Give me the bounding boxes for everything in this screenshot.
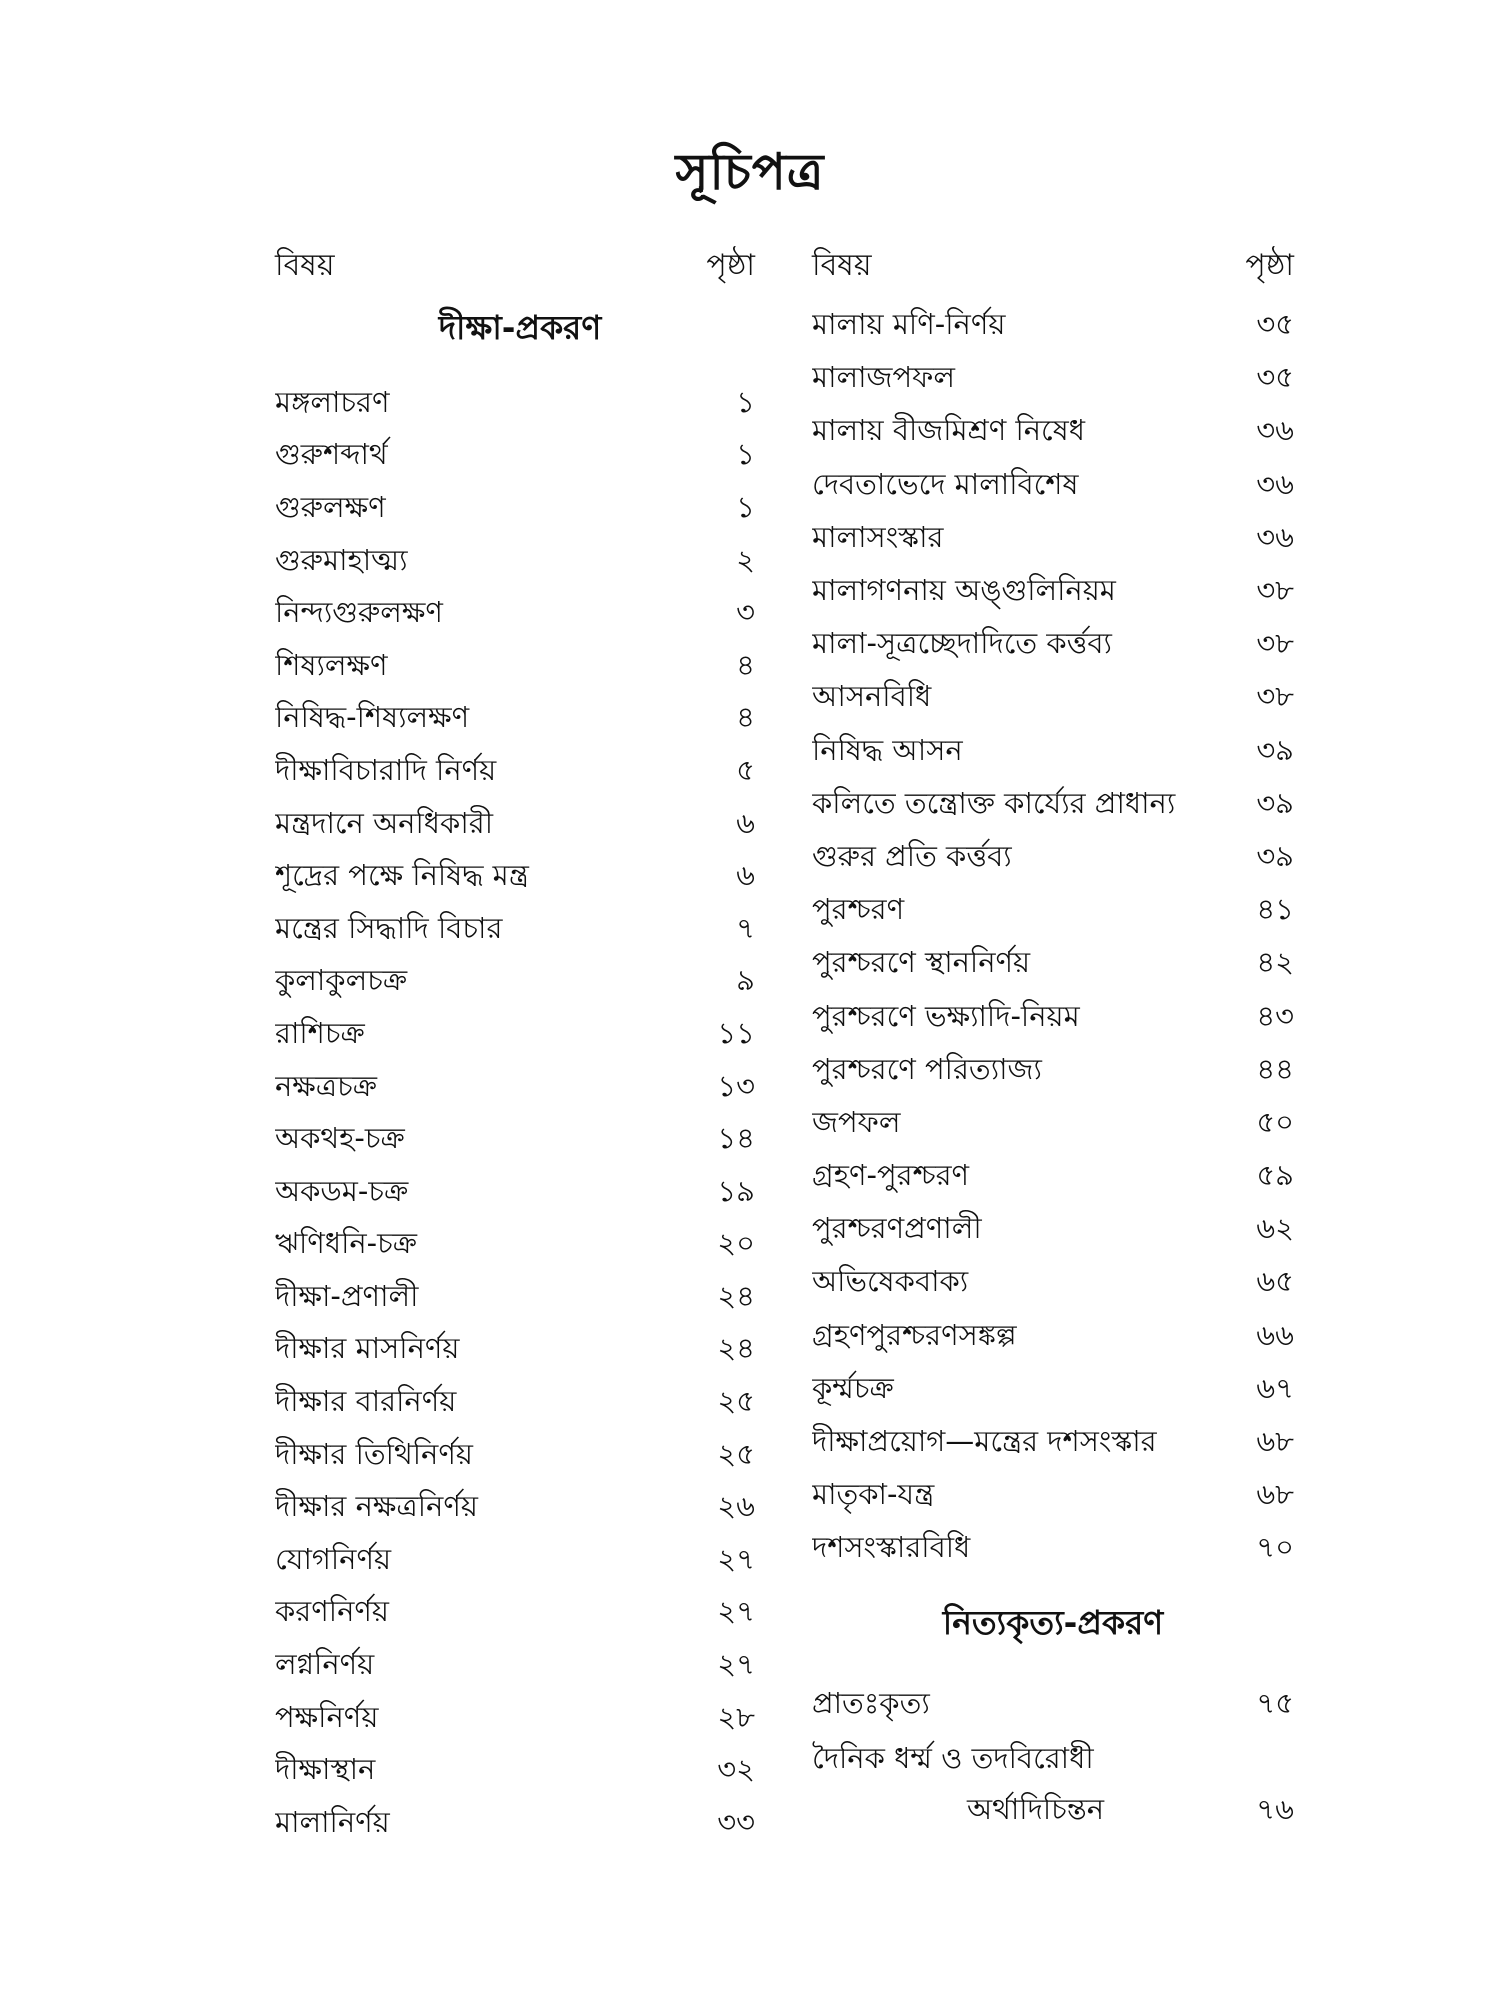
toc-entry[interactable]: [812, 1732, 1294, 1838]
entry-title: দীক্ষার নক্ষত্রনির্ণয়: [275, 1489, 478, 1524]
entry-page-number: ৬৭: [1256, 1370, 1294, 1405]
toc-right-column: [812, 240, 1294, 1838]
toc-entry[interactable]: [275, 1693, 755, 1746]
toc-entry[interactable]: [275, 1009, 755, 1062]
entry-title: অকডম-চক্র: [275, 1173, 409, 1208]
toc-entry[interactable]: [812, 1417, 1294, 1470]
entry-page-number: ১১: [717, 1015, 755, 1050]
entry-title: মালানির্ণয়: [275, 1804, 390, 1839]
entry-page-number: ৩৫: [1256, 307, 1294, 342]
toc-entry[interactable]: [275, 1482, 755, 1535]
entry-title: মন্ত্রদানে অনধিকারী: [275, 805, 493, 840]
toc-entry[interactable]: [275, 1535, 755, 1588]
entry-page-number: ৩২: [717, 1752, 755, 1787]
toc-entry[interactable]: [812, 1679, 1294, 1732]
entry-page-number: ৫০: [1256, 1104, 1294, 1139]
entry-page-number: ৩৮: [1256, 679, 1294, 714]
entry-page-number: ৫: [736, 752, 755, 787]
entry-title: নক্ষত্রচক্র: [275, 1068, 378, 1103]
entry-page-number: ৩৬: [1256, 413, 1294, 448]
entry-title: রাশিচক্র: [275, 1015, 365, 1050]
left-entry-list: [275, 378, 755, 1851]
page-header: পৃষ্ঠা: [1245, 247, 1294, 283]
entry-title-continued: অর্থাদিচিন্তন: [967, 1791, 1105, 1826]
right-entry-list-2: [812, 1679, 1294, 1732]
entry-page-number: ২: [736, 542, 755, 577]
entry-title: করণনির্ণয়: [275, 1594, 390, 1629]
entry-title: মালাজপফল: [812, 360, 955, 395]
toc-entry[interactable]: [275, 1325, 755, 1378]
toc-entry[interactable]: [275, 1640, 755, 1693]
entry-title: দীক্ষাবিচারাদি নির্ণয়: [275, 752, 497, 787]
entry-title: মালাগণনায় অঙ্গুলিনিয়ম: [812, 573, 1116, 608]
entry-page-number: ৪২: [1256, 945, 1294, 980]
entry-title: মালায় মণি-নির্ণয়: [812, 307, 1006, 342]
toc-entry[interactable]: [275, 1114, 755, 1167]
toc-entry[interactable]: [812, 406, 1294, 459]
entry-title: লগ্ননির্ণয়: [275, 1647, 375, 1682]
toc-entry[interactable]: [275, 1745, 755, 1798]
toc-entry[interactable]: [812, 300, 1294, 353]
entry-page-number: ২৫: [717, 1384, 755, 1419]
toc-entry[interactable]: [275, 1062, 755, 1115]
entry-title: পুরশ্চরণপ্রণালী: [812, 1211, 982, 1246]
entry-title: কুলাকুলচক্র: [275, 963, 408, 998]
toc-entry[interactable]: [812, 460, 1294, 513]
entry-title: দীক্ষার মাসনির্ণয়: [275, 1331, 460, 1366]
toc-entry[interactable]: [812, 832, 1294, 885]
toc-entry[interactable]: [812, 1098, 1294, 1151]
toc-left-column: [275, 240, 755, 1851]
toc-entry[interactable]: [812, 779, 1294, 832]
entry-page-number: ৬৫: [1256, 1264, 1294, 1299]
entry-title: দেবতাভেদে মালাবিশেষ: [812, 466, 1079, 501]
entry-page-number: ২৭: [717, 1541, 755, 1576]
toc-entry[interactable]: [275, 536, 755, 589]
entry-page-number: ১: [736, 384, 755, 419]
toc-entry[interactable]: [812, 1204, 1294, 1257]
entry-page-number: ১: [736, 437, 755, 472]
entry-page-number: ৪১: [1256, 892, 1294, 927]
entry-page-number: ৭০: [1256, 1530, 1294, 1565]
toc-entry[interactable]: [812, 566, 1294, 619]
page-header: পৃষ্ঠা: [706, 247, 755, 283]
entry-title: দীক্ষা-প্রণালী: [275, 1278, 419, 1313]
entry-page-number: ৩৬: [1256, 466, 1294, 501]
toc-entry[interactable]: [812, 1151, 1294, 1204]
toc-entry[interactable]: [812, 1257, 1294, 1310]
entry-title: দীক্ষার তিথিনির্ণয়: [275, 1436, 473, 1471]
entry-page-number: ৯: [736, 963, 755, 998]
entry-title: মালা-সূত্রচ্ছেদাদিতে কর্ত্তব্য: [812, 626, 1112, 661]
entry-page-number: ৪: [736, 647, 755, 682]
entry-title: গুরুশব্দার্থ: [275, 437, 388, 472]
entry-page-number: ৪: [736, 700, 755, 735]
toc-entry[interactable]: [275, 1430, 755, 1483]
toc-entry[interactable]: [275, 694, 755, 747]
entry-page-number: ৬২: [1256, 1211, 1294, 1246]
toc-entry[interactable]: [275, 799, 755, 852]
section-heading-diksha: দীক্ষা-প্রকরণ: [438, 308, 602, 347]
entry-title: নিন্দ্যগুরুলক্ষণ: [275, 595, 443, 630]
entry-title: পক্ষনির্ণয়: [275, 1699, 379, 1734]
entry-page-number: ৩৮: [1256, 626, 1294, 661]
toc-entry[interactable]: [275, 851, 755, 904]
toc-entry[interactable]: [812, 619, 1294, 672]
entry-title: মাতৃকা-যন্ত্র: [812, 1477, 935, 1512]
right-entry-list: [812, 300, 1294, 1577]
toc-entry[interactable]: [812, 1045, 1294, 1098]
entry-title: নিষিদ্ধ-শিষ্যলক্ষণ: [275, 700, 470, 735]
entry-title: গুরুর প্রতি কর্ত্তব্য: [812, 838, 1012, 873]
entry-title: দীক্ষাপ্রয়োগ—মন্ত্রের দশসংস্কার: [812, 1424, 1157, 1459]
entry-page-number: ৭৬: [1256, 1791, 1294, 1826]
entry-page-number: ২৭: [717, 1647, 755, 1682]
toc-entry[interactable]: [275, 904, 755, 957]
entry-page-number: ৩৩: [717, 1804, 755, 1839]
entry-title: গুরুমাহাত্ম্য: [275, 542, 408, 577]
entry-title: পুরশ্চরণে পরিত্যাজ্য: [812, 1051, 1042, 1086]
entry-page-number: ৩: [736, 595, 755, 630]
entry-page-number: ৭: [736, 910, 755, 945]
toc-entry[interactable]: [275, 641, 755, 694]
entry-page-number: ৬৬: [1256, 1317, 1294, 1352]
entry-title: পুরশ্চরণ: [812, 892, 905, 927]
entry-page-number: ৬৮: [1256, 1424, 1294, 1459]
toc-entry[interactable]: [812, 726, 1294, 779]
entry-page-number: ৪৪: [1256, 1051, 1294, 1086]
entry-title: নিষিদ্ধ আসন: [812, 732, 963, 767]
toc-entry[interactable]: [275, 1798, 755, 1851]
entry-title: কলিতে তন্ত্রোক্ত কার্য্যের প্রাধান্য: [812, 785, 1176, 820]
toc-entry[interactable]: [275, 1272, 755, 1325]
toc-entry[interactable]: [812, 1470, 1294, 1523]
toc-entry[interactable]: [275, 1588, 755, 1641]
entry-page-number: ৩৮: [1256, 573, 1294, 608]
entry-title: গুরুলক্ষণ: [275, 489, 386, 524]
entry-page-number: ২৬: [717, 1489, 755, 1524]
toc-entry[interactable]: [812, 1523, 1294, 1576]
entry-page-number: ৩৯: [1256, 732, 1294, 767]
toc-entry[interactable]: [275, 431, 755, 484]
toc-entry[interactable]: [812, 1364, 1294, 1417]
right-column-header: [812, 240, 1294, 292]
entry-title: আসনবিধি: [812, 679, 932, 714]
entry-page-number: ২৭: [717, 1594, 755, 1629]
entry-page-number: ৬: [736, 858, 755, 893]
entry-title: জপফল: [812, 1104, 901, 1139]
entry-page-number: ৪৩: [1256, 998, 1294, 1033]
entry-title: মঙ্গলাচরণ: [275, 384, 390, 419]
entry-page-number: ৩৯: [1256, 838, 1294, 873]
entry-page-number: ২৪: [717, 1278, 755, 1313]
entry-title: প্রাতঃকৃত্য: [812, 1685, 930, 1720]
entry-title: মন্ত্রের সিদ্ধাদি বিচার: [275, 910, 503, 945]
toc-entry[interactable]: [812, 513, 1294, 566]
entry-page-number: ২৮: [717, 1699, 755, 1734]
entry-title: অভিষেকবাক্য: [812, 1264, 969, 1299]
entry-page-number: ৩৯: [1256, 785, 1294, 820]
entry-page-number: ১: [736, 489, 755, 524]
entry-title: গ্রহণ-পুরশ্চরণ: [812, 1158, 970, 1193]
entry-title: শূদ্রের পক্ষে নিষিদ্ধ মন্ত্র: [275, 858, 529, 893]
toc-entry[interactable]: [812, 672, 1294, 725]
entry-title: গ্রহণপুরশ্চরণসঙ্কল্প: [812, 1317, 1017, 1352]
entry-page-number: ১৯: [717, 1173, 755, 1208]
entry-page-number: ৭৫: [1256, 1685, 1294, 1720]
entry-page-number: ২০: [717, 1226, 755, 1261]
entry-page-number: ৩৬: [1256, 519, 1294, 554]
toc-entry[interactable]: [812, 353, 1294, 406]
entry-title: পুরশ্চরণে স্থাননির্ণয়: [812, 945, 1031, 980]
entry-page-number: ১৪: [717, 1121, 755, 1156]
left-column-header: [275, 240, 755, 292]
entry-title: ঋণিধনি-চক্র: [275, 1226, 418, 1261]
toc-entry[interactable]: [812, 938, 1294, 991]
toc-entry[interactable]: [812, 1311, 1294, 1364]
entry-title: দীক্ষাস্থান: [275, 1752, 376, 1787]
entry-page-number: ২৫: [717, 1436, 755, 1471]
toc-entry[interactable]: [275, 1220, 755, 1273]
entry-page-number: ৩৫: [1256, 360, 1294, 395]
entry-title: পুরশ্চরণে ভক্ষ্যাদি-নিয়ম: [812, 998, 1080, 1033]
subject-header: বিষয়: [812, 247, 872, 283]
entry-title: যোগনির্ণয়: [275, 1541, 392, 1576]
toc-entry[interactable]: [275, 1377, 755, 1430]
toc-entry[interactable]: [275, 746, 755, 799]
entry-page-number: ২৪: [717, 1331, 755, 1366]
section-heading-nityakritya: নিত্যকৃত্য-প্রকরণ: [942, 1602, 1164, 1642]
entry-title: অকথহ-চক্র: [275, 1121, 405, 1156]
toc-entry[interactable]: [812, 991, 1294, 1044]
entry-page-number: ৬৮: [1256, 1477, 1294, 1512]
toc-entry[interactable]: [275, 483, 755, 536]
toc-entry[interactable]: [275, 588, 755, 641]
toc-entry[interactable]: [275, 378, 755, 431]
toc-entry[interactable]: [275, 1167, 755, 1220]
entry-title: দশসংস্কারবিধি: [812, 1530, 971, 1565]
entry-title: দীক্ষার বারনির্ণয়: [275, 1384, 457, 1419]
entry-page-number: ৫৯: [1256, 1158, 1294, 1193]
entry-title: দৈনিক ধর্ম্ম ও তদবিরোধী: [812, 1740, 1094, 1775]
entry-title: কূর্ম্মচক্র: [812, 1370, 894, 1405]
entry-page-number: ১৩: [717, 1068, 755, 1103]
entry-title: মালায় বীজমিশ্রণ নিষেধ: [812, 413, 1085, 448]
entry-title: শিষ্যলক্ষণ: [275, 647, 388, 682]
page-title: সূচিপত্র: [675, 143, 825, 201]
entry-title: মালাসংস্কার: [812, 519, 944, 554]
toc-entry[interactable]: [275, 957, 755, 1010]
toc-entry[interactable]: [812, 885, 1294, 938]
subject-header: বিষয়: [275, 247, 335, 283]
entry-page-number: ৬: [736, 805, 755, 840]
